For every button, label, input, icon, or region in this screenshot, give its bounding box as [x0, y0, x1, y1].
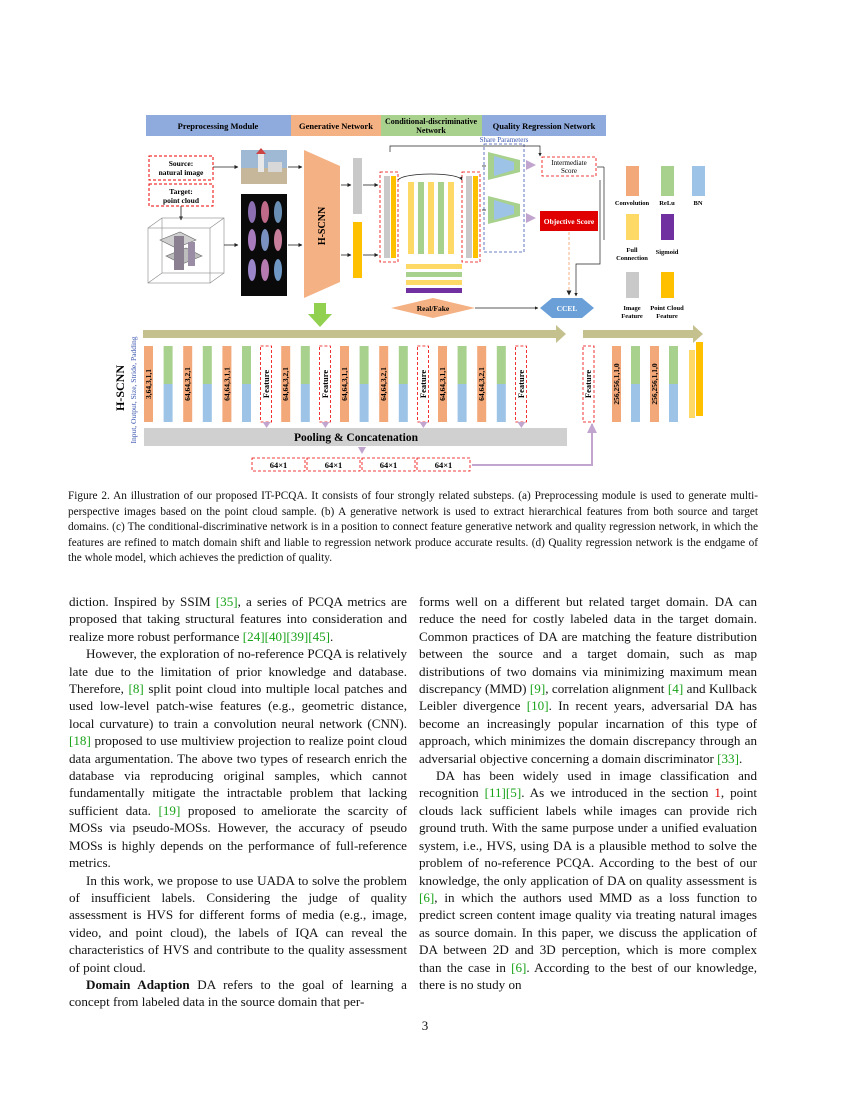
bn-layer [669, 384, 678, 422]
target-label-1: Target: [169, 187, 193, 196]
bn-layer [399, 384, 408, 422]
header-quality-label: Quality Regression Network [492, 121, 596, 131]
feature-label: Feature [319, 369, 330, 399]
real-fake-label: Real/Fake [416, 304, 450, 313]
source-label-2: natural image [158, 168, 204, 177]
legend [615, 166, 705, 320]
pooling-label: Pooling & Concatenation [294, 432, 418, 444]
citation-link[interactable]: [9] [529, 681, 546, 697]
relu-layer [360, 346, 369, 384]
conv-layer-label: 64,64,3,1,1 [222, 367, 232, 401]
conv-layer-label: 64,64,3,2,1 [281, 367, 291, 401]
paragraph-heading: Domain Adaption [86, 976, 190, 992]
output-feature [696, 342, 703, 416]
conv-layer-label: 64,64,3,2,1 [379, 367, 389, 401]
ccel-label: CCEL [556, 304, 578, 313]
relu-layer [301, 346, 310, 384]
fc-layer [689, 350, 695, 418]
bn-layer [631, 384, 640, 422]
header-conditional-label-1: Conditional-discriminative [384, 117, 478, 126]
bn-layer [458, 384, 467, 422]
citation-link[interactable]: [8] [128, 681, 144, 697]
projection-images [241, 194, 287, 296]
feature-down-arrow [263, 422, 271, 428]
figure-diagram [0, 0, 850, 480]
feature-label: Feature [417, 369, 428, 399]
relu-layer [242, 346, 251, 384]
relu-layer [497, 346, 506, 384]
vector-row [252, 458, 470, 471]
citation-link[interactable]: [19] [158, 802, 181, 818]
figure-caption: Figure 2. An illustration of our proposed IT-PCQA. It consists of four strongly related substeps. (a) Preprocessing module is used to generate multi-perspective images based on the point cloud sample. (b) A generative network is used to extract hierarchical features from both source and target domains. (c) The conditional-discriminative network is in a position to connect feature generative network and quality regression network, in which the features are refined to match domain shift and liable to regression network produce accurate results. (d) Quality regression network is the endgame of the whole model, which achieves the prediction of quality. [68, 490, 758, 565]
citation-link[interactable]: [33] [717, 750, 739, 766]
right-paragraph-1: forms well on a different but related target domain. DA can reduce the need for costly labeled data in the target domain. Common practices of DA are matching the feature distribution between the source and a target domain, such as map distributions of two domains via minimizing maximum mean discrepancy (MMD) [9], correlation alignment [4] and Kullback Leibler divergence [10]. In recent years, adversarial DA has become an increasingly popular incarnation of this type of approach, which minimizes the domain discrepancy through an adversarial objective concerning a domain discriminator [33]. [419, 594, 758, 766]
conv-layer-label: 3,64,3,1,1 [144, 369, 153, 399]
image-feature-bar [353, 158, 362, 214]
citation-link[interactable]: [6] [511, 959, 527, 975]
conv-layer-label: 64,64,3,1,1 [340, 367, 349, 401]
vector-label: 64×1 [324, 460, 343, 470]
hscnn-side-label: Input, Output, Size, Stride, Padding [129, 336, 138, 444]
vector-label: 64×1 [379, 460, 398, 470]
citation-link[interactable]: [11][5] [484, 785, 522, 801]
relu-layer [631, 346, 640, 384]
natural-image [241, 148, 287, 184]
legend-pc-1: Point Cloud [650, 305, 684, 312]
share-parameters-label: Share Parameters [479, 136, 529, 144]
page-number: 3 [421, 1018, 429, 1033]
bn-layer [360, 384, 369, 422]
target-label-2: point cloud [162, 196, 200, 205]
bn-layer [242, 384, 251, 422]
left-column [69, 593, 407, 1011]
legend-image-2: Feature [621, 313, 643, 320]
bn-layer [301, 384, 310, 422]
feature-down-arrow [321, 422, 329, 428]
legend-relu: ReLu [659, 200, 675, 207]
feature-down-arrow [517, 422, 525, 428]
conv-layer-label: 256,256,1,1,0 [612, 363, 621, 405]
citation-link[interactable]: [4] [667, 681, 684, 697]
legend-sigmoid: Sigmoid [655, 249, 679, 256]
legend-convolution: Convolution [614, 200, 650, 207]
pc-feature-bar [353, 222, 362, 278]
conv-layer-label: 256,256,1,1,0 [650, 363, 659, 405]
header-generative-label: Generative Network [299, 121, 373, 131]
citation-link[interactable]: [24][40][39][45] [242, 628, 331, 644]
hscnn-block-label: H-SCNN [317, 206, 328, 246]
conv-layer-label: 64,64,3,1,1 [438, 367, 447, 401]
quality-regression-heads [488, 152, 520, 224]
intermediate-score-label-1: Intermediate [551, 159, 587, 167]
flow-arrow-main [143, 325, 566, 343]
header-conditional-label-2: Network [416, 126, 446, 135]
objective-score-label: Objective Score [543, 217, 595, 226]
legend-image-1: Image [623, 305, 641, 312]
header-preprocessing-label: Preprocessing Module [177, 121, 259, 131]
legend-pc-2: Feature [656, 313, 678, 320]
bn-layer [497, 384, 506, 422]
citation-link[interactable]: [10] [526, 698, 549, 714]
flow-arrow-right [583, 325, 703, 343]
left-paragraph-4: Domain Adaption DA refers to the goal of learning a concept from labeled data in the source domain that per- [69, 976, 407, 1010]
left-paragraph-3: In this work, we propose to use UADA to solve the problem of insufficient labels. Considering the judge of quality assessment is HVS for different forms of media (e.g., image, video, and point cloud), the labels of IQA can reveal the characteristics of HVS and contribute to the quality assessment of point cloud. [69, 872, 407, 975]
legend-full-2: Connection [616, 255, 648, 262]
citation-link[interactable]: [6] [419, 889, 435, 905]
feature-label: Feature [515, 369, 526, 399]
hscnn-detail-title: H-SCNN [113, 364, 127, 412]
source-label-1: Source: [168, 159, 194, 168]
relu-layer [669, 346, 678, 384]
relu-layer [164, 346, 173, 384]
bn-layer [203, 384, 212, 422]
feature-label: Feature [583, 369, 593, 399]
conv-layer-label: 64,64,3,2,1 [183, 367, 193, 401]
relu-layer [399, 346, 408, 384]
right-paragraph-2: DA has been widely used in image classification and recognition [11][5]. As we introduced in the section 1, point clouds lack sufficient labels while images can provide rich ground truth. With the same purpose under a unified evaluation system, i.e., HVS, using DA is a plausible method to solve the problem of no-reference PCQA. According to the best of our knowledge, the only application of DA on quality assessment is [6], in which the authors used MMD as a loss function to predict screen content image quality via treating natural images as source domain. In this paper, we discuss the application of DA between 2D and 3D perception, which is more complex than the case in [6]. According to the best of our knowledge, there is no study on [419, 768, 758, 992]
hscnn-layer-stack [144, 342, 703, 428]
conv-layer-label: 64,64,3,2,1 [477, 367, 487, 401]
legend-full-1: Full [626, 247, 638, 254]
relu-layer [203, 346, 212, 384]
citation-link[interactable]: [35] [215, 594, 238, 609]
intermediate-score-label-2: Score [561, 167, 577, 175]
right-column [419, 593, 757, 993]
section-link[interactable]: 1 [714, 785, 721, 801]
down-arrow-green [308, 303, 332, 327]
left-paragraph-1: diction. Inspired by SSIM [35], a series of PCQA metrics are proposed that taking structural features into consideration and realize more robust performance [24][40][39][45]. [69, 594, 407, 644]
cd-network-layers [408, 182, 454, 254]
relu-layer [458, 346, 467, 384]
citation-link[interactable]: [18] [69, 733, 91, 749]
vector-label: 64×1 [269, 460, 288, 470]
bn-layer [164, 384, 173, 422]
vector-label: 64×1 [434, 460, 453, 470]
legend-bn: BN [693, 200, 703, 207]
point-cloud-cube-image [148, 218, 224, 283]
left-paragraph-2: However, the exploration of no-reference PCQA is relatively late due to the limitation of prior knowledge and database. Therefore, [8] split point cloud into multiple local patches and used low-level patch-wise features (e.g., geometric distance, local curvature) to train a convolution neural network (CNN). [18] proposed to use multiview projection to realize point cloud data argumentation. The above two types of research enrich the database via reproducing original samples, which cannot fundamentally mitigate the intractable problem that lacking sufficient data. [19] proposed to ameliorate the scarcity of MOSs via pseudo-MOSs. However, the accuracy of pseudo MOSs is highly depends on the performance of full-reference metrics. [69, 646, 408, 871]
feature-down-arrow [419, 422, 427, 428]
feature-label: Feature [261, 369, 272, 399]
